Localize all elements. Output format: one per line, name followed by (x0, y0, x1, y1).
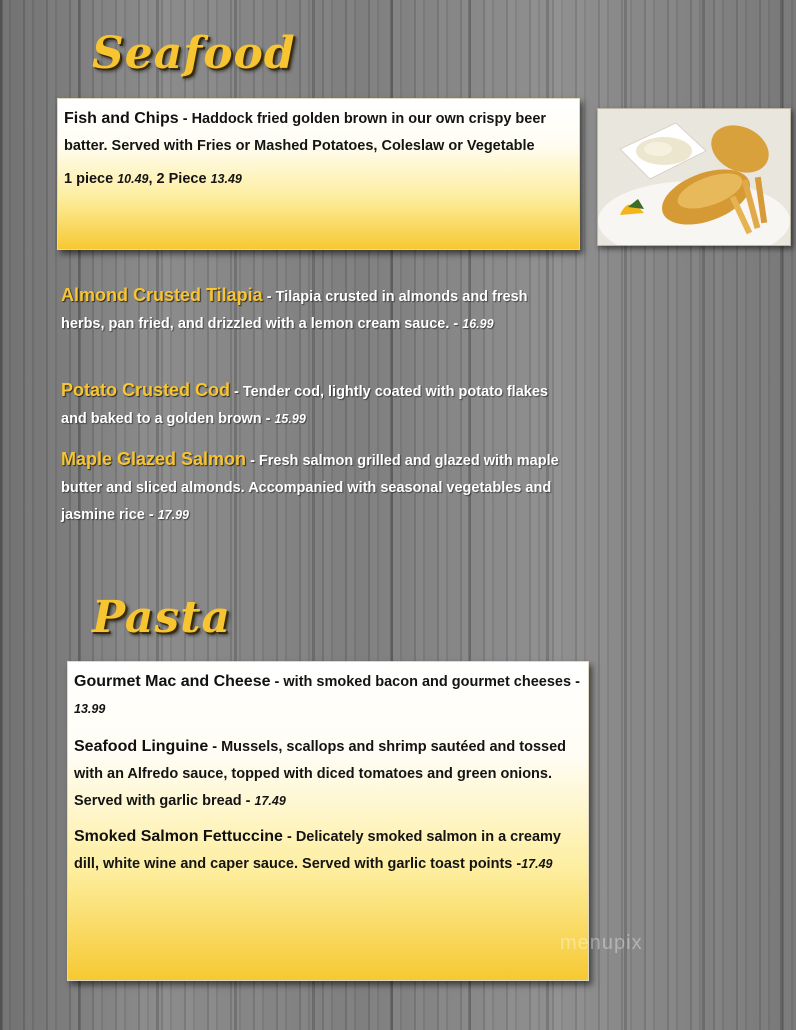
pasta-card (67, 661, 589, 981)
option-separator: , (148, 171, 157, 187)
item-name: Smoked Salmon Fettuccine (74, 828, 283, 845)
option-2-price: 13.49 (210, 172, 242, 186)
item-description: - Tilapia crusted in almonds and fresh herbs, pan fried, and drizzled with a lemon cream sauce. - (61, 289, 528, 332)
item-description: - Delicately smoked salmon in a creamy dill, white wine and caper sauce. Served with garlic toast points - (74, 829, 561, 872)
item-description: - with smoked bacon and gourmet cheeses - (270, 674, 580, 690)
pasta-heading: Pasta (92, 592, 232, 643)
item-name: Gourmet Mac and Cheese (74, 673, 271, 690)
item-name: Fish and Chips (64, 110, 179, 127)
item-price: 13.99 (74, 702, 106, 716)
price-options (64, 166, 573, 193)
item-price: 17.49 (254, 794, 286, 808)
item-separator: - (178, 111, 192, 127)
menu-item-fish-and-chips (64, 105, 573, 160)
option-1-price: 10.49 (117, 172, 149, 186)
menu-item-gourmet-mac-and-cheese (74, 668, 582, 723)
item-price: 17.49 (521, 857, 553, 871)
menu-item-maple-glazed-salmon (61, 446, 566, 529)
item-name: Maple Glazed Salmon (61, 449, 247, 469)
item-name: Seafood Linguine (74, 738, 209, 755)
fish-and-chips-illustration (598, 109, 790, 245)
fish-and-chips-card (57, 98, 580, 250)
menu-item-almond-crusted-tilapia (61, 282, 566, 338)
item-description: - Fresh salmon grilled and glazed with maple butter and sliced almonds. Accompanied with seasonal vegetables and jasmine rice - (61, 453, 559, 523)
menu-item-potato-crusted-cod (61, 377, 566, 433)
item-price: 17.99 (157, 508, 189, 522)
option-2-label: 2 Piece (156, 171, 211, 187)
menu-item-seafood-linguine (74, 733, 582, 815)
option-1-label: 1 piece (64, 171, 118, 187)
item-price: 15.99 (274, 412, 306, 426)
item-description: - Tender cod, lightly coated with potato flakes and baked to a golden brown - (61, 384, 548, 427)
seafood-heading: Seafood (92, 28, 296, 79)
menu-item-smoked-salmon-fettuccine (74, 823, 582, 878)
item-description: Haddock fried golden brown in our own crispy beer batter. Served with Fries or Mashed Potatoes, Coleslaw or Vegetable (64, 111, 547, 154)
item-price: 16.99 (462, 317, 494, 331)
fish-and-chips-photo (597, 108, 791, 246)
item-name: Almond Crusted Tilapia (61, 285, 263, 305)
item-name: Potato Crusted Cod (61, 380, 230, 400)
menupix-watermark: menupix (560, 932, 643, 954)
item-description: - Mussels, scallops and shrimp sautéed and tossed with an Alfredo sauce, topped with diced tomatoes and green onions. Served with garlic bread - (74, 739, 566, 809)
